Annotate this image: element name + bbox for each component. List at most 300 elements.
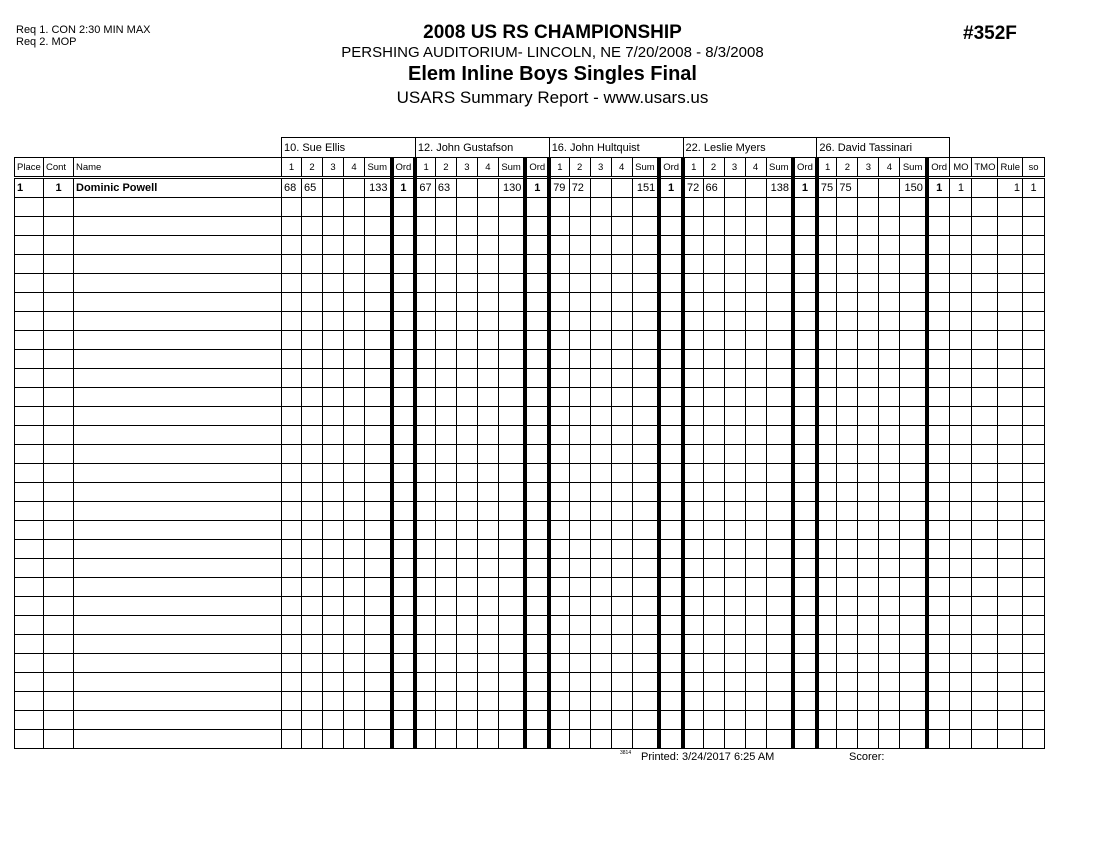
- score-cell: [435, 426, 456, 445]
- score-cell: [879, 312, 900, 331]
- score-cell: [590, 274, 611, 293]
- skater-name: [74, 635, 282, 654]
- score-cell: [525, 654, 549, 673]
- score-cell: [302, 540, 323, 559]
- score-2: 65: [302, 178, 323, 198]
- score-cell: [927, 255, 950, 274]
- score-cell: [323, 673, 344, 692]
- score-cell: [456, 597, 477, 616]
- score-cell: [498, 711, 525, 730]
- score-cell: [817, 635, 837, 654]
- score-cell: [590, 578, 611, 597]
- score-cell: [415, 502, 435, 521]
- score-cell: [724, 559, 745, 578]
- contestant-number: [44, 483, 74, 502]
- extra-cell: [998, 559, 1023, 578]
- score-cell: [435, 654, 456, 673]
- score-cell: [456, 635, 477, 654]
- extra-cell: [1023, 635, 1045, 654]
- extra-cell: [972, 369, 998, 388]
- score-cell: [611, 293, 632, 312]
- skater-name: [74, 236, 282, 255]
- header-judge2-sum: Sum: [498, 158, 525, 178]
- score-cell: [498, 426, 525, 445]
- score-cell: [659, 483, 683, 502]
- score-cell: [632, 521, 659, 540]
- score-cell: [837, 654, 858, 673]
- score-cell: [703, 445, 724, 464]
- ordinal: 1: [927, 178, 950, 198]
- header-cont: Cont: [44, 158, 74, 178]
- score-cell: [837, 711, 858, 730]
- score-cell: [344, 312, 365, 331]
- score-cell: [456, 502, 477, 521]
- extra-cell: [950, 521, 972, 540]
- score-cell: [590, 445, 611, 464]
- place: [15, 578, 44, 597]
- score-cell: [344, 217, 365, 236]
- score-cell: [590, 312, 611, 331]
- score-cell: [659, 331, 683, 350]
- score-cell: [611, 312, 632, 331]
- score-cell: [323, 578, 344, 597]
- score-cell: [525, 464, 549, 483]
- score-cell: [879, 597, 900, 616]
- score-cell: [392, 540, 416, 559]
- score-cell: [900, 654, 927, 673]
- score-cell: [344, 597, 365, 616]
- score-cell: [703, 198, 724, 217]
- score-cell: [703, 521, 724, 540]
- header-judge2-ord: Ord: [525, 158, 549, 178]
- place: [15, 426, 44, 445]
- score-cell: [477, 540, 498, 559]
- score-cell: [703, 540, 724, 559]
- score-cell: [525, 559, 549, 578]
- score-cell: [435, 464, 456, 483]
- score-cell: [549, 293, 569, 312]
- score-cell: [858, 692, 879, 711]
- extra-cell: [972, 521, 998, 540]
- skater-name: [74, 293, 282, 312]
- score-cell: [683, 293, 703, 312]
- extra-cell: [950, 502, 972, 521]
- score-cell: [837, 217, 858, 236]
- extra-cell: [1023, 293, 1045, 312]
- place: [15, 521, 44, 540]
- score-cell: [282, 236, 302, 255]
- score-cell: [415, 654, 435, 673]
- skater-name: [74, 540, 282, 559]
- score-cell: [703, 369, 724, 388]
- score-cell: [745, 730, 766, 749]
- score-cell: [745, 464, 766, 483]
- extra-cell: [950, 578, 972, 597]
- score-cell: [632, 331, 659, 350]
- score-cell: [703, 654, 724, 673]
- score-cell: [549, 616, 569, 635]
- score-cell: [323, 369, 344, 388]
- score-cell: [323, 730, 344, 749]
- header-name: Name: [74, 158, 282, 178]
- column-header-row: [15, 158, 1045, 178]
- score-cell: [659, 635, 683, 654]
- score-cell: [415, 198, 435, 217]
- extra-cell: [1023, 616, 1045, 635]
- score-cell: [477, 521, 498, 540]
- score-cell: [590, 236, 611, 255]
- score-cell: [302, 198, 323, 217]
- score-cell: [659, 654, 683, 673]
- extra-cell: [950, 426, 972, 445]
- score-sum: 151: [632, 178, 659, 198]
- score-cell: [745, 521, 766, 540]
- score-cell: [745, 331, 766, 350]
- score-cell: [525, 331, 549, 350]
- table-row-empty: [15, 635, 1045, 654]
- score-cell: [365, 255, 392, 274]
- table-row-empty: [15, 730, 1045, 749]
- score-cell: [745, 312, 766, 331]
- score-cell: [549, 654, 569, 673]
- score-cell: [456, 521, 477, 540]
- score-cell: [415, 407, 435, 426]
- report-subtitle: USARS Summary Report - www.usars.us: [396, 88, 709, 107]
- score-cell: [837, 388, 858, 407]
- score-cell: [590, 597, 611, 616]
- score-cell: [793, 255, 817, 274]
- score-cell: [498, 293, 525, 312]
- score-cell: [703, 464, 724, 483]
- score-cell: [817, 445, 837, 464]
- extra-cell: [950, 635, 972, 654]
- score-cell: [611, 502, 632, 521]
- score-cell: [793, 502, 817, 521]
- score-cell: [415, 616, 435, 635]
- score-cell: [858, 711, 879, 730]
- extra-cell: [972, 540, 998, 559]
- score-cell: [323, 217, 344, 236]
- score-cell: [927, 445, 950, 464]
- score-cell: [632, 217, 659, 236]
- score-cell: [766, 426, 793, 445]
- score-cell: [415, 578, 435, 597]
- table-row-empty: [15, 426, 1045, 445]
- score-cell: [323, 464, 344, 483]
- extra-cell: [998, 274, 1023, 293]
- score-cell: [817, 236, 837, 255]
- skater-name: [74, 445, 282, 464]
- score-cell: [549, 445, 569, 464]
- score-cell: [392, 312, 416, 331]
- ordinal: 1: [392, 178, 416, 198]
- score-cell: [900, 369, 927, 388]
- score-cell: [900, 217, 927, 236]
- score-cell: [927, 464, 950, 483]
- score-cell: [498, 388, 525, 407]
- score-cell: [435, 388, 456, 407]
- score-cell: [703, 312, 724, 331]
- score-cell: [392, 274, 416, 293]
- place: [15, 654, 44, 673]
- table-row-empty: [15, 711, 1045, 730]
- score-cell: [724, 616, 745, 635]
- score-cell: [927, 350, 950, 369]
- score-cell: [766, 635, 793, 654]
- score-cell: [590, 217, 611, 236]
- score-cell: [900, 255, 927, 274]
- score-cell: [659, 198, 683, 217]
- score-cell: [477, 597, 498, 616]
- score-cell: [683, 198, 703, 217]
- score-cell: [793, 445, 817, 464]
- score-cell: [392, 369, 416, 388]
- score-cell: [703, 559, 724, 578]
- score-cell: [632, 236, 659, 255]
- score-cell: [724, 464, 745, 483]
- score-cell: [611, 597, 632, 616]
- score-cell: [365, 445, 392, 464]
- score-cell: [323, 616, 344, 635]
- extra-cell: [998, 217, 1023, 236]
- extra-cell: [972, 407, 998, 426]
- extra-cell: [1023, 730, 1045, 749]
- score-cell: [793, 407, 817, 426]
- score-cell: [415, 426, 435, 445]
- score-cell: [745, 293, 766, 312]
- score-cell: [282, 597, 302, 616]
- score-cell: [477, 388, 498, 407]
- score-cell: [900, 407, 927, 426]
- skater-name: [74, 654, 282, 673]
- score-cell: [817, 426, 837, 445]
- extra-cell: [1023, 217, 1045, 236]
- score-cell: [793, 673, 817, 692]
- score-cell: [683, 597, 703, 616]
- score-cell: [927, 692, 950, 711]
- score-cell: [477, 369, 498, 388]
- score-cell: [837, 445, 858, 464]
- extra-cell: [972, 654, 998, 673]
- score-cell: [659, 464, 683, 483]
- table-row-empty: [15, 369, 1045, 388]
- score-cell: [858, 236, 879, 255]
- skater-name: [74, 217, 282, 236]
- score-cell: [703, 350, 724, 369]
- score-cell: [549, 369, 569, 388]
- header-judge2-3: 3: [456, 158, 477, 178]
- extra-cell: [998, 711, 1023, 730]
- score-3: [323, 178, 344, 198]
- score-cell: [900, 540, 927, 559]
- score-cell: [879, 464, 900, 483]
- score-cell: [703, 426, 724, 445]
- header-judge2-4: 4: [477, 158, 498, 178]
- footer-mark: 3814: [620, 750, 632, 756]
- score-cell: [282, 616, 302, 635]
- score-cell: [745, 255, 766, 274]
- score-cell: [392, 350, 416, 369]
- score-cell: [766, 312, 793, 331]
- judge-name-5: 26. David Tassinari: [817, 138, 950, 158]
- score-cell: [415, 521, 435, 540]
- extra-cell: [950, 236, 972, 255]
- score-cell: [392, 635, 416, 654]
- score-cell: [525, 407, 549, 426]
- score-cell: [683, 730, 703, 749]
- score-cell: [525, 293, 549, 312]
- extra-cell: [972, 350, 998, 369]
- score-cell: [745, 198, 766, 217]
- extra-cell: [950, 730, 972, 749]
- score-cell: [302, 274, 323, 293]
- header-place: Place: [15, 158, 44, 178]
- score-cell: [498, 502, 525, 521]
- score-cell: [632, 635, 659, 654]
- place: [15, 502, 44, 521]
- score-cell: [282, 692, 302, 711]
- score-cell: [766, 540, 793, 559]
- score-cell: [365, 331, 392, 350]
- score-cell: [456, 730, 477, 749]
- score-cell: [659, 236, 683, 255]
- table-row-empty: [15, 312, 1045, 331]
- score-cell: [477, 730, 498, 749]
- score-cell: [858, 331, 879, 350]
- score-cell: [569, 654, 590, 673]
- score-cell: [456, 673, 477, 692]
- score-cell: [549, 597, 569, 616]
- table-row-empty: [15, 483, 1045, 502]
- score-cell: [392, 255, 416, 274]
- score-cell: [569, 559, 590, 578]
- skater-name: [74, 578, 282, 597]
- score-cell: [793, 217, 817, 236]
- score-cell: [632, 673, 659, 692]
- place: [15, 350, 44, 369]
- score-cell: [569, 350, 590, 369]
- score-cell: [724, 597, 745, 616]
- score-cell: [683, 483, 703, 502]
- score-cell: [477, 312, 498, 331]
- table-row-empty: [15, 350, 1045, 369]
- score-cell: [703, 578, 724, 597]
- score-cell: [632, 388, 659, 407]
- score-cell: [590, 654, 611, 673]
- score-cell: [525, 692, 549, 711]
- score-cell: [302, 635, 323, 654]
- score-cell: [879, 217, 900, 236]
- score-cell: [435, 331, 456, 350]
- score-cell: [498, 312, 525, 331]
- score-cell: [392, 521, 416, 540]
- extra-cell: [972, 578, 998, 597]
- score-cell: [793, 369, 817, 388]
- score-cell: [590, 198, 611, 217]
- score-cell: [323, 255, 344, 274]
- score-cell: [659, 293, 683, 312]
- skater-name: Dominic Powell: [74, 178, 282, 198]
- score-cell: [766, 274, 793, 293]
- score-cell: [282, 369, 302, 388]
- score-cell: [900, 673, 927, 692]
- score-cell: [525, 426, 549, 445]
- score-cell: [525, 502, 549, 521]
- extra-cell: [972, 483, 998, 502]
- score-cell: [498, 540, 525, 559]
- score-cell: [745, 578, 766, 597]
- score-cell: [282, 654, 302, 673]
- score-cell: [282, 445, 302, 464]
- score-cell: [323, 388, 344, 407]
- score-cell: [456, 464, 477, 483]
- score-cell: [365, 426, 392, 445]
- score-cell: [525, 217, 549, 236]
- score-cell: [549, 635, 569, 654]
- score-cell: [879, 616, 900, 635]
- score-cell: [282, 407, 302, 426]
- score-cell: [611, 464, 632, 483]
- extra-cell: [972, 312, 998, 331]
- contestant-number: [44, 293, 74, 312]
- score-cell: [344, 559, 365, 578]
- score-cell: [858, 426, 879, 445]
- score-cell: [392, 578, 416, 597]
- score-cell: [344, 293, 365, 312]
- extra-cell: [1023, 559, 1045, 578]
- score-cell: [900, 293, 927, 312]
- score-cell: [817, 597, 837, 616]
- score-cell: [569, 692, 590, 711]
- score-cell: [817, 502, 837, 521]
- score-cell: [900, 274, 927, 293]
- score-cell: [590, 255, 611, 274]
- score-cell: [392, 483, 416, 502]
- score-cell: [793, 293, 817, 312]
- score-cell: [590, 730, 611, 749]
- score-cell: [323, 274, 344, 293]
- score-cell: [590, 616, 611, 635]
- extra-cell: [998, 673, 1023, 692]
- score-cell: [525, 635, 549, 654]
- score-cell: [456, 293, 477, 312]
- score-cell: [900, 350, 927, 369]
- score-cell: [456, 483, 477, 502]
- extra-cell: [950, 350, 972, 369]
- score-cell: [879, 236, 900, 255]
- score-cell: [569, 236, 590, 255]
- score-cell: [435, 483, 456, 502]
- score-cell: [302, 673, 323, 692]
- extra-cell: [950, 407, 972, 426]
- score-cell: [415, 217, 435, 236]
- extra-cell: [950, 198, 972, 217]
- requirement-1: Req 1. CON 2:30 MIN MAX: [16, 24, 151, 36]
- score-cell: [590, 559, 611, 578]
- score-cell: [817, 654, 837, 673]
- score-cell: [817, 540, 837, 559]
- extra-cell: [998, 388, 1023, 407]
- score-cell: [659, 559, 683, 578]
- score-cell: [549, 217, 569, 236]
- score-cell: [590, 711, 611, 730]
- score-cell: [435, 369, 456, 388]
- score-cell: [282, 559, 302, 578]
- score-cell: [302, 388, 323, 407]
- score-cell: [703, 274, 724, 293]
- score-cell: [569, 597, 590, 616]
- extra-cell: [1023, 502, 1045, 521]
